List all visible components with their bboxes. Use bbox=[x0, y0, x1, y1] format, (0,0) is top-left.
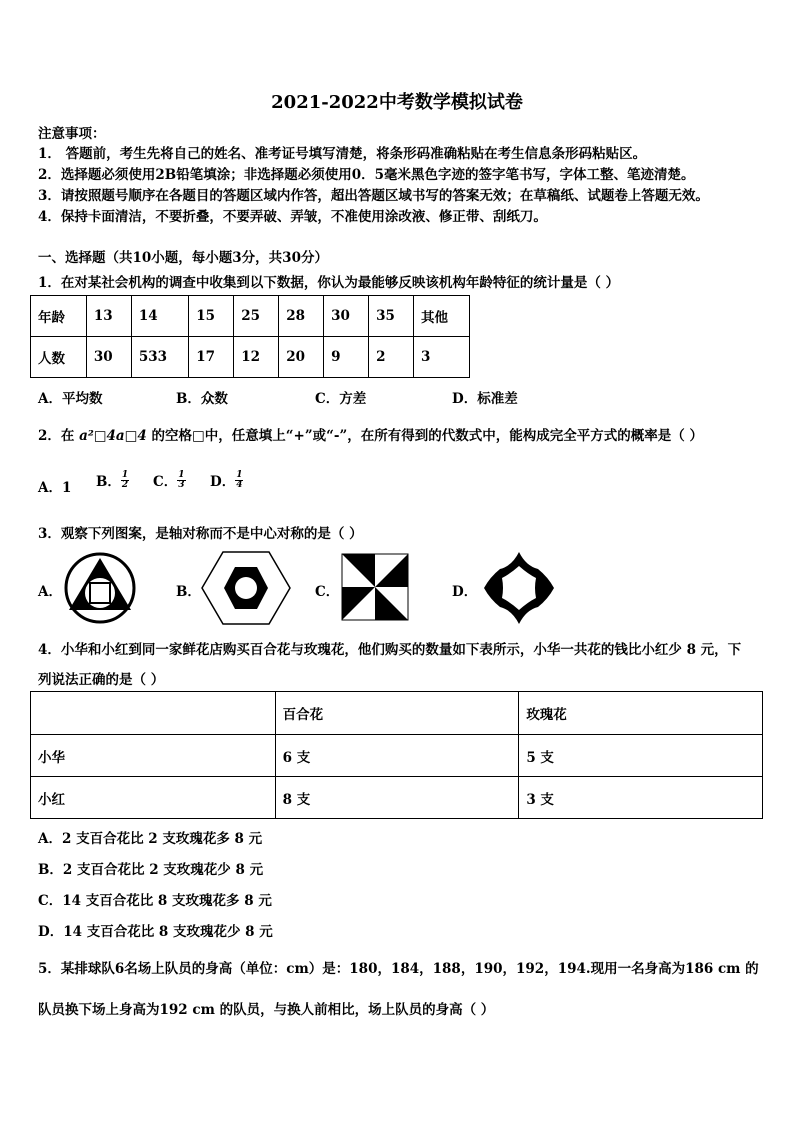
figure-pinwheel-icon bbox=[340, 552, 410, 622]
question-1-option-c: C．方差 bbox=[315, 391, 367, 407]
table-cell: 5 支 bbox=[519, 735, 763, 777]
table-row bbox=[31, 735, 763, 777]
question-2-stem bbox=[38, 424, 703, 444]
notice-item-2: 2．选择题必须使用2B铅笔填涂；非选择题必须使用0．5毫米黑色字迹的签字笔书写，字体工整、笔迹清楚。 bbox=[38, 167, 695, 183]
figure-circle-triangle-icon bbox=[60, 550, 140, 626]
table-cell: 20 bbox=[279, 337, 324, 378]
question-2-expression: a²□4a□4 bbox=[79, 428, 147, 444]
question-2-option-b bbox=[96, 470, 129, 490]
table-cell: 人数 bbox=[31, 337, 87, 378]
fraction bbox=[235, 471, 243, 490]
option-label: C． bbox=[153, 474, 178, 490]
table-cell: 小华 bbox=[31, 735, 276, 777]
table-cell: 3 支 bbox=[519, 777, 763, 819]
question-3-label-b: B． bbox=[176, 584, 201, 600]
table-cell: 百合花 bbox=[275, 692, 519, 735]
question-3-label-c: C． bbox=[315, 584, 340, 600]
question-4-stem-line-1: 4．小华和小红到同一家鲜花店购买百合花与玫瑰花，他们购买的数量如下表所示，小华一共花的钱比小红少 8 元，下 bbox=[38, 642, 742, 658]
table-cell: 14 bbox=[131, 296, 188, 337]
question-1-table bbox=[30, 295, 470, 378]
table-cell: 28 bbox=[279, 296, 324, 337]
table-row bbox=[31, 296, 470, 337]
option-label: A．1 bbox=[38, 480, 72, 496]
fraction bbox=[121, 471, 129, 490]
notice-item-1: 1． 答题前，考生先将自己的姓名、准考证号填写清楚，将条形码准确粘贴在考生信息条形码粘贴区。 bbox=[38, 146, 647, 162]
table-cell: 8 支 bbox=[275, 777, 519, 819]
question-2-stem-prefix: 2．在 bbox=[38, 428, 80, 444]
question-3-stem: 3．观察下列图案，是轴对称而不是中心对称的是（ ） bbox=[38, 526, 363, 542]
table-cell: 30 bbox=[324, 296, 369, 337]
fraction-denominator: 3 bbox=[178, 479, 185, 490]
figure-hexagon-nut-icon bbox=[200, 550, 292, 626]
question-2-option-a bbox=[38, 476, 71, 496]
table-cell: 其他 bbox=[414, 296, 470, 337]
question-1-option-d: D．标准差 bbox=[452, 391, 518, 407]
notice-item-3: 3．请按照题号顺序在各题目的答题区域内作答，超出答题区域书写的答案无效；在草稿纸、试题卷上答题无效。 bbox=[38, 188, 709, 204]
fraction bbox=[177, 471, 185, 490]
table-cell: 17 bbox=[189, 337, 234, 378]
table-cell: 12 bbox=[234, 337, 279, 378]
question-5-line-2: 队员换下场上身高为192 cm 的队员，与换人前相比，场上队员的身高（ ） bbox=[38, 1002, 495, 1018]
table-cell: 15 bbox=[189, 296, 234, 337]
table-cell: 35 bbox=[369, 296, 414, 337]
fraction-numerator: 1 bbox=[121, 469, 129, 480]
fraction-denominator: 2 bbox=[121, 479, 129, 490]
question-4-stem-line-2: 列说法正确的是（ ） bbox=[38, 672, 165, 688]
table-cell: 25 bbox=[234, 296, 279, 337]
question-2-stem-suffix: 的空格□中，任意填上“+”或“-”，在所有得到的代数式中，能构成完全平方式的概率是（ ） bbox=[146, 428, 703, 444]
question-2-option-d bbox=[210, 470, 243, 490]
question-1-stem: 1．在对某社会机构的调查中收集到以下数据，你认为最能够反映该机构年龄特征的统计量是（ ） bbox=[38, 275, 620, 291]
table-cell: 6 支 bbox=[275, 735, 519, 777]
table-row bbox=[31, 692, 763, 735]
question-3-label-d: D． bbox=[452, 584, 478, 600]
table-cell: 13 bbox=[86, 296, 131, 337]
section-heading: 一、选择题（共10小题，每小题3分，共30分） bbox=[38, 250, 328, 266]
table-row bbox=[31, 337, 470, 378]
fraction-numerator: 1 bbox=[178, 469, 185, 480]
table-cell: 年龄 bbox=[31, 296, 87, 337]
question-4-table bbox=[30, 691, 763, 819]
question-5-line-1: 5．某排球队6名场上队员的身高（单位：cm）是：180，184，188，190，192，194.现用一名身高为186 cm 的 bbox=[38, 961, 759, 977]
question-4-option-c: C．14 支百合花比 8 支玫瑰花多 8 元 bbox=[38, 893, 272, 909]
table-cell bbox=[31, 692, 276, 735]
table-cell: 小红 bbox=[31, 777, 276, 819]
fraction-numerator: 1 bbox=[236, 469, 243, 480]
question-4-option-b: B．2 支百合花比 2 支玫瑰花少 8 元 bbox=[38, 862, 264, 878]
table-cell: 玫瑰花 bbox=[519, 692, 763, 735]
table-row bbox=[31, 777, 763, 819]
table-cell: 3 bbox=[414, 337, 470, 378]
notice-heading: 注意事项： bbox=[38, 126, 106, 142]
table-cell: 9 bbox=[324, 337, 369, 378]
fraction-denominator: 4 bbox=[236, 479, 243, 490]
question-4-option-d: D．14 支百合花比 8 支玫瑰花少 8 元 bbox=[38, 924, 273, 940]
page-title: 2021-2022中考数学模拟试卷 bbox=[271, 92, 523, 113]
table-cell: 30 bbox=[86, 337, 131, 378]
option-label: D． bbox=[210, 474, 236, 490]
question-2-option-c bbox=[153, 470, 186, 490]
question-4-option-a: A．2 支百合花比 2 支玫瑰花多 8 元 bbox=[38, 831, 263, 847]
question-3-label-a: A． bbox=[38, 584, 62, 600]
table-cell: 2 bbox=[369, 337, 414, 378]
table-cell: 533 bbox=[131, 337, 188, 378]
question-1-option-a: A．平均数 bbox=[38, 391, 103, 407]
option-label: B． bbox=[96, 474, 121, 490]
notice-item-4: 4．保持卡面清洁，不要折叠，不要弄破、弄皱，不准使用涂改液、修正带、刮纸刀。 bbox=[38, 209, 547, 225]
figure-six-point-star-icon bbox=[478, 548, 560, 628]
question-1-option-b: B．众数 bbox=[176, 391, 228, 407]
